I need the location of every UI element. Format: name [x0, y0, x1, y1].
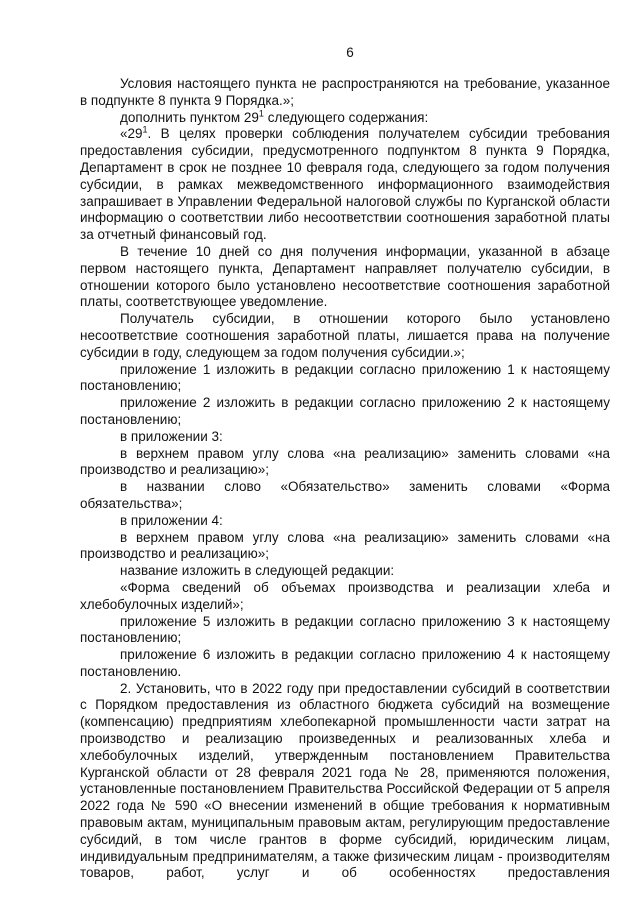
paragraph-14: «Форма сведений об объемах производства и реализации хлеба и хлебобулочных изделий»; — [80, 579, 610, 612]
paragraph-11: в приложении 4: — [120, 512, 223, 528]
page-number: 6 — [346, 45, 354, 60]
paragraph-3-text: «29 — [120, 126, 143, 142]
paragraph-8: в приложении 3: — [120, 428, 223, 444]
paragraph-16: приложение 6 изложить в редакции согласно приложению 4 к настоящему постановлению. — [80, 647, 610, 679]
paragraph-3 — [80, 126, 610, 244]
paragraph-1: Условия настоящего пункта не распространяются на требование, указанное в подпункте 8 пункта 9 Порядка.»; — [80, 76, 610, 108]
paragraph-10: в названии слово «Обязательство» заменить словами «Форма обязательства»; — [80, 479, 610, 511]
paragraph-2-tail: следующего содержания: — [263, 109, 429, 125]
paragraph-2 — [80, 110, 610, 127]
paragraph-2-text: дополнить пунктом 29 — [120, 109, 259, 125]
paragraph-5: Получатель субсидии, в отношении которого было установлено несоответствие соотношения заработной платы, лишается права на получение субсидии в году, следующем за годом получения субсидии.»; — [80, 311, 610, 360]
paragraph-15: приложение 5 изложить в редакции согласно приложению 3 к настоящему постановлению; — [80, 613, 610, 646]
paragraph-6: приложение 1 изложить в редакции согласно приложению 1 к настоящему постановлению; — [80, 361, 610, 394]
paragraph-2-superscript: 1 — [258, 108, 264, 119]
paragraph-7: приложение 2 изложить в редакции согласно приложению 2 к настоящему постановлению; — [80, 395, 610, 427]
paragraph-4: В течение 10 дней со дня получения информации, указанной в абзаце первом настоящего пункта, Департамент направляет получателю субсидии, в отношении которого было установлено несоответствие соотношения заработной платы, соответствующее уведомление. — [80, 243, 610, 310]
paragraph-17: 2. Установить, что в 2022 году при предоставлении субсидий в соответствии с Порядком предоставления из областного бюджета субсидий на возмещение (компенсацию) предприятиям хлебопекарной промышленности части затрат на производство и реализацию произведенных и реализованных хлеба и хлебобулочных изделий, утвержденным постановлением Правительства Курганской области от 28 февраля 2021 года № 28, применяются положения, установленные постановлением Правительства Российской Федерации от 5 апреля 2022 года № 590 «О внесении изменений в общие требования к нормативным правовым актам, муниципальным правовым актам, регулирующим предоставление субсидий, в том числе грантов в форме субсидий, юридическим лицам, индивидуальным предпринимателям, а также физическим лицам - производителям товаров, работ, услуг и об особенностях предоставления — [80, 680, 611, 881]
paragraph-9: в верхнем правом углу слова «на реализацию» заменить словами «на производство и реализацию»; — [80, 445, 610, 478]
paragraph-12: в верхнем правом углу слова «на реализацию» заменить словами «на производство и реализацию»; — [80, 529, 610, 562]
paragraph-13: название изложить в следующей редакции: — [120, 563, 395, 579]
paragraph-3-superscript: 1 — [142, 124, 148, 135]
paragraph-3-tail: . В целях проверки соблюдения получателем субсидии требования предоставления субсидии, предусмотренного подпунктом 8 пункта 9 Порядка, Департамент в срок не позднее 10 февраля года, следующего за годом получения субсидии, в рамках межведомственного информационного взаимодействия запрашивает в Управлении Федеральной налоговой службы по Курганской области информацию о соответствии либо несоответствии соотношения заработной платы за отчетный финансовый год. — [80, 126, 610, 243]
